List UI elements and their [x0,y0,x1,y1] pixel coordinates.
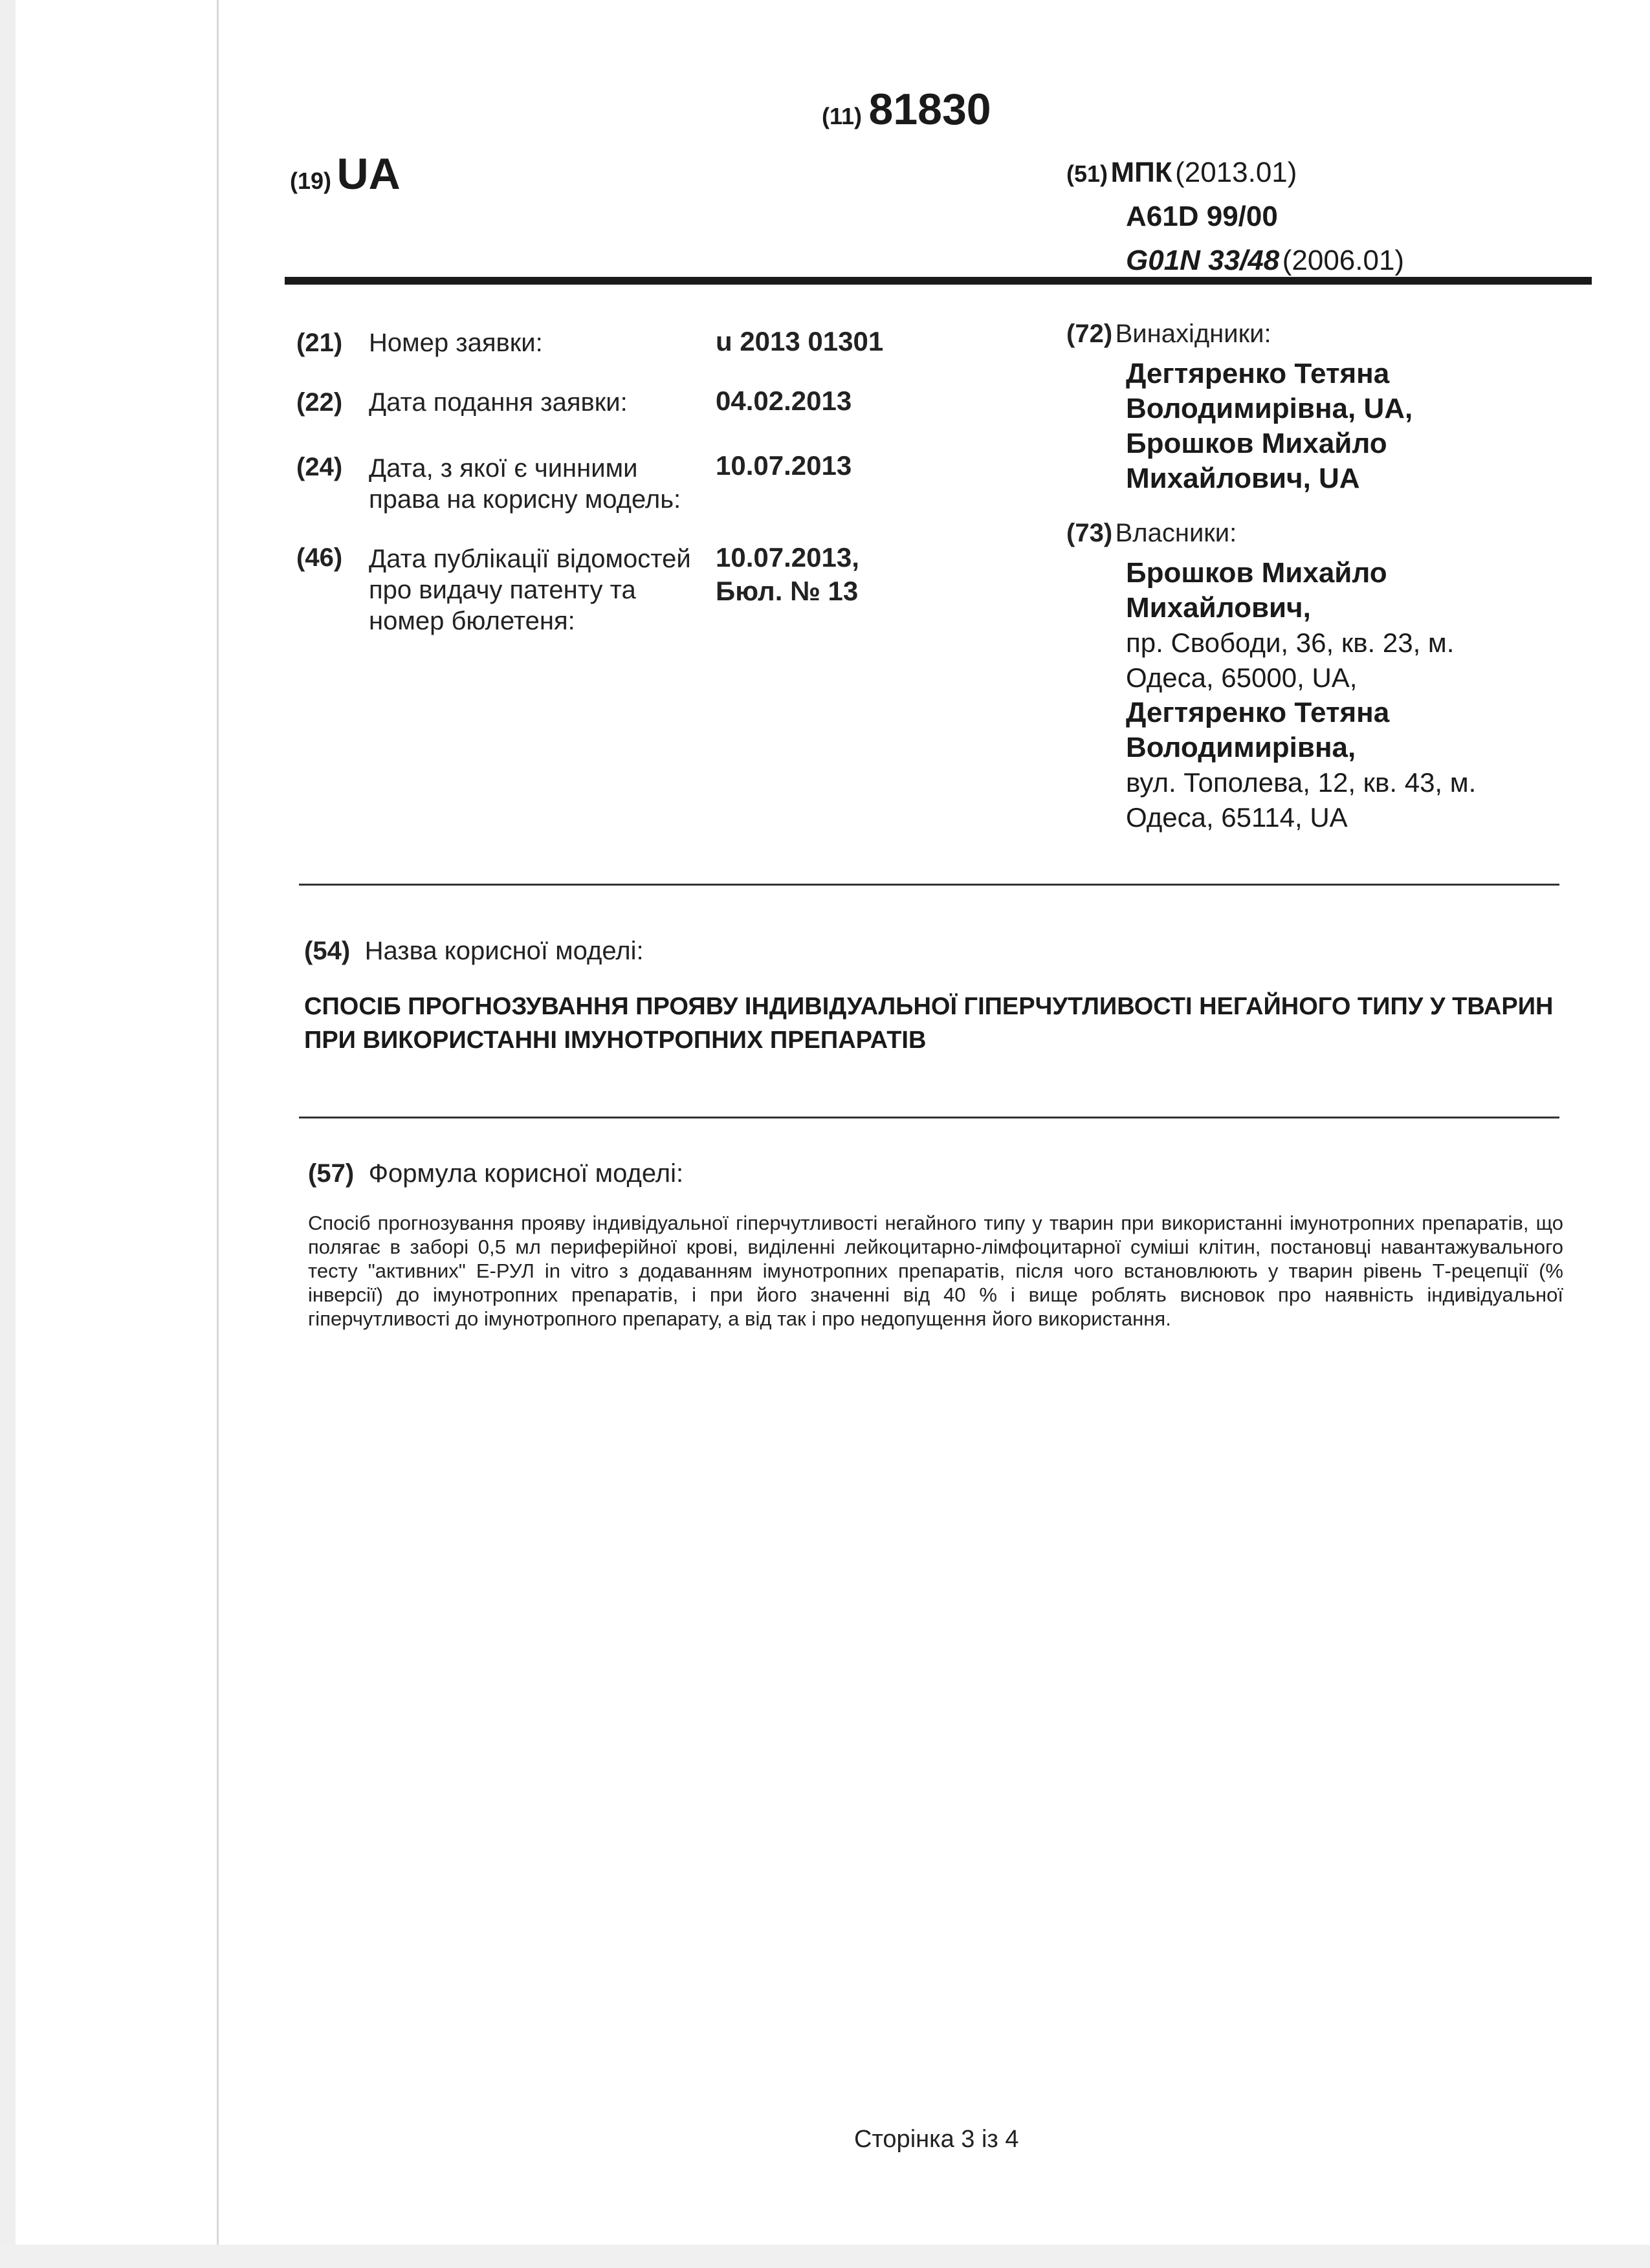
inventors-label: Винахідники: [1115,320,1271,348]
biblio-21 [296,329,342,358]
section-57-header [308,1159,683,1188]
biblio-46 [296,543,342,572]
owner-address: вул. Тополева, 12, кв. 43, м. Одеса, 65114, UA [1126,767,1477,833]
classification-block [1066,154,1404,286]
header-divider [285,277,1592,285]
section-57-label: Формула корисної моделі: [368,1159,684,1188]
owner-name: Брошков Михайло Михайлович, [1126,557,1387,624]
code-19: (19) [290,168,332,194]
section-54-header [304,937,644,966]
scan-margin-band [0,0,16,2268]
owners-block [1066,516,1571,835]
patent-number-block [822,84,991,135]
biblio-21-label: Номер заявки: [369,329,543,357]
section-54-label: Назва корисної моделі: [364,937,644,965]
code-22: (22) [296,388,343,417]
biblio-22 [296,388,342,417]
scan-fold-line [217,0,219,2268]
owners-label: Власники: [1115,519,1237,547]
claim-text: Спосіб прогнозування прояву індивідуальної гіперчутливості негайного типу у тварин при використанні імунотропних препаратів, що полягає в заборі 0,5 мл периферійної крові, виділенні лейкоцитарно-лімфоцитарної суміші клітин, постановці навантажувального тесту "активних" Е-РУЛ in vitro з додаванням імунотропних препаратів, після чого встановлюють у тварин рівень Т-рецепції (% інверсії) до імунотропних препаратів, і при його значенні від 40 % і вище роблять висновок про наявність індивідуальної гіперчутливості до імунотропного препарату, а від так і про недопущення його використання. [308,1212,1563,1330]
code-73: (73) [1066,519,1113,547]
biblio-22-value: 04.02.2013 [716,386,852,416]
code-57: (57) [308,1159,355,1188]
scan-bottom-band [0,2245,1650,2268]
biblio-24-value: 10.07.2013 [716,450,852,481]
utility-model-title: СПОСІБ ПРОГНОЗУВАННЯ ПРОЯВУ ІНДИВІДУАЛЬНОЇ ГІПЕРЧУТЛИВОСТІ НЕГАЙНОГО ТИПУ У ТВАРИН ПРИ ВИКОРИСТАННІ ІМУНОТРОПНИХ ПРЕПАРАТІВ [304,993,1554,1054]
inventor-name: Брошков Михайло Михайлович, UA [1126,428,1387,494]
country-block [290,149,401,199]
title-divider [299,1117,1559,1118]
code-11: (11) [822,103,863,129]
biblio-46-label: Дата публікації відомостей про видачу патенту та номер бюлетеня: [369,545,691,635]
owner-address: пр. Свободи, 36, кв. 23, м. Одеса, 65000, UA, [1126,627,1455,693]
code-54: (54) [304,937,351,965]
inventor-name: Дегтяренко Тетяна Володимирівна, UA, [1126,358,1413,424]
ipc-class-1: A61D 99/00 [1126,201,1278,232]
mpk-version: (2013.01) [1175,157,1297,188]
patent-number: 81830 [868,85,991,134]
code-72: (72) [1066,320,1113,348]
code-46: (46) [296,543,343,572]
biblio-24-label: Дата, з якої є чинними права на корисну модель: [369,454,681,514]
code-24: (24) [296,453,343,481]
code-51: (51) [1066,160,1108,187]
biblio-divider [299,884,1559,886]
biblio-22-label: Дата подання заявки: [369,388,628,417]
country-code: UA [336,149,401,199]
mpk-label: МПК [1110,157,1172,188]
biblio-21-value: u 2013 01301 [716,326,884,356]
biblio-46-value: 10.07.2013, Бюл. № 13 [716,542,859,606]
ipc-class-2-version: (2006.01) [1282,245,1405,276]
page-number: Сторінка 3 із 4 [854,2126,1019,2153]
code-21: (21) [296,329,343,357]
biblio-24 [296,453,342,482]
inventors-block [1066,317,1571,496]
owner-name: Дегтяренко Тетяна Володимирівна, [1126,697,1390,763]
ipc-class-2: G01N 33/48 [1126,245,1280,276]
